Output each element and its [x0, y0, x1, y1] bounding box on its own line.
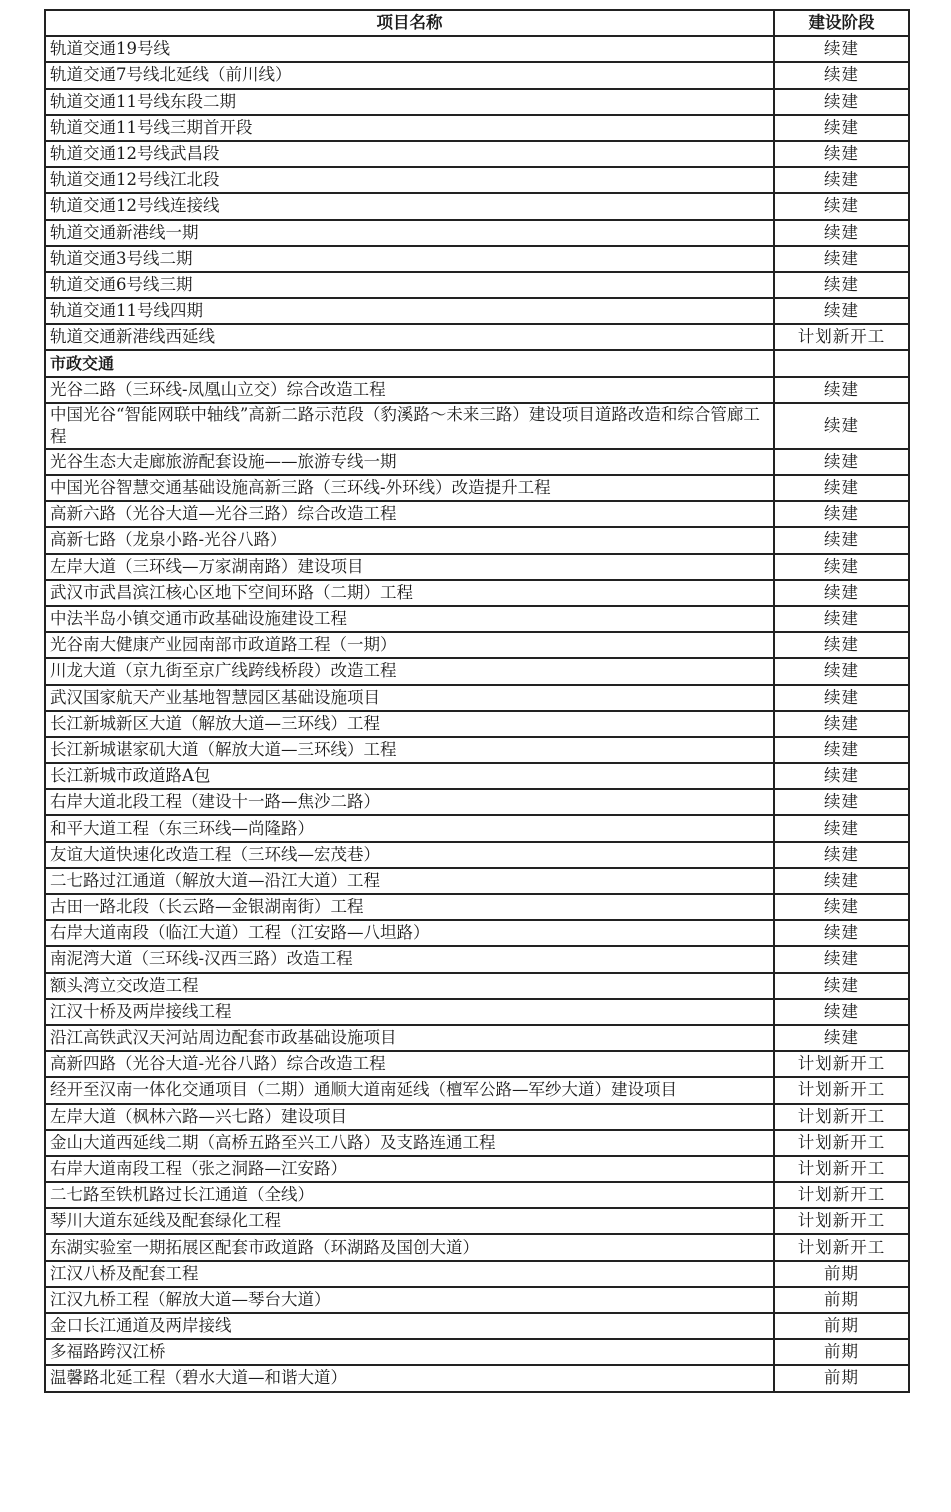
table-row: [45, 1104, 909, 1130]
table-row: [45, 475, 909, 501]
table-row: [45, 1287, 909, 1313]
table-row: [45, 1234, 909, 1260]
project-name-cell: 多福路跨汉江桥: [45, 1339, 774, 1365]
construction-stage-cell: 续建: [774, 1025, 909, 1051]
project-name-cell: 友谊大道快速化改造工程（三环线—宏茂巷）: [45, 842, 774, 868]
table-row: [45, 167, 909, 193]
construction-stage-cell: 续建: [774, 973, 909, 999]
construction-stage-cell: 续建: [774, 167, 909, 193]
table-row: [45, 789, 909, 815]
project-name-cell: 轨道交通19号线: [45, 36, 774, 62]
construction-stage-cell: 续建: [774, 36, 909, 62]
table-row: [45, 658, 909, 684]
project-table-sheet: [44, 9, 908, 1393]
table-row: [45, 1077, 909, 1103]
project-name-cell: 左岸大道（枫林六路—兴七路）建设项目: [45, 1104, 774, 1130]
project-name-cell: 武汉国家航天产业基地智慧园区基础设施项目: [45, 685, 774, 711]
project-name-cell: 二七路至铁机路过长江通道（全线）: [45, 1182, 774, 1208]
table-row: [45, 449, 909, 475]
project-name-cell: 轨道交通12号线武昌段: [45, 141, 774, 167]
construction-stage-cell: 续建: [774, 62, 909, 88]
table-row: [45, 1339, 909, 1365]
construction-stage-cell: 续建: [774, 737, 909, 763]
table-row: [45, 62, 909, 88]
table-row: [45, 403, 909, 449]
table-row: [45, 141, 909, 167]
table-row: [45, 1051, 909, 1077]
construction-stage-cell: 续建: [774, 789, 909, 815]
construction-stage-cell: 前期: [774, 1365, 909, 1391]
table-row: [45, 815, 909, 841]
project-name-cell: 东湖实验室一期拓展区配套市政道路（环湖路及国创大道）: [45, 1234, 774, 1260]
construction-stage-cell: 续建: [774, 377, 909, 403]
project-name-cell: 和平大道工程（东三环线—尚隆路）: [45, 815, 774, 841]
table-row: [45, 946, 909, 972]
table-row: [45, 999, 909, 1025]
construction-stage-cell: 续建: [774, 115, 909, 141]
project-name-cell: 高新四路（光谷大道-光谷八路）综合改造工程: [45, 1051, 774, 1077]
table-row: [45, 894, 909, 920]
construction-stage-cell: 续建: [774, 475, 909, 501]
construction-stage-cell: 续建: [774, 298, 909, 324]
project-name-cell: 武汉市武昌滨江核心区地下空间环路（二期）工程: [45, 580, 774, 606]
table-row: [45, 1261, 909, 1287]
project-name-cell: 右岸大道南段工程（张之洞路—江安路）: [45, 1156, 774, 1182]
project-name-cell: 轨道交通11号线三期首开段: [45, 115, 774, 141]
table-row: [45, 1182, 909, 1208]
construction-stage-cell: 计划新开工: [774, 1104, 909, 1130]
project-name-cell: 轨道交通11号线四期: [45, 298, 774, 324]
project-name-cell: 光谷二路（三环线-凤凰山立交）综合改造工程: [45, 377, 774, 403]
table-row: [45, 115, 909, 141]
project-name-cell: 南泥湾大道（三环线-汉西三路）改造工程: [45, 946, 774, 972]
project-name-cell: 右岸大道北段工程（建设十一路—焦沙二路）: [45, 789, 774, 815]
table-row: [45, 632, 909, 658]
column-header-project-name: 项目名称: [45, 10, 774, 36]
table-body: [45, 36, 909, 1391]
project-name-cell: 江汉十桥及两岸接线工程: [45, 999, 774, 1025]
project-name-cell: 轨道交通7号线北延线（前川线）: [45, 62, 774, 88]
construction-stage-cell: 计划新开工: [774, 1208, 909, 1234]
construction-stage-cell: 续建: [774, 89, 909, 115]
project-name-cell: 中国光谷智慧交通基础设施高新三路（三环线-外环线）改造提升工程: [45, 475, 774, 501]
project-name-cell: 高新七路（龙泉小路-光谷八路）: [45, 527, 774, 553]
construction-stage-cell: 续建: [774, 842, 909, 868]
construction-stage-cell: 前期: [774, 1313, 909, 1339]
table-row: [45, 193, 909, 219]
table-row: [45, 763, 909, 789]
construction-stage-cell: 续建: [774, 763, 909, 789]
table-row: [45, 272, 909, 298]
construction-stage-cell: 续建: [774, 711, 909, 737]
construction-stage-cell: 计划新开工: [774, 1182, 909, 1208]
table-row: [45, 973, 909, 999]
construction-stage-cell: 前期: [774, 1261, 909, 1287]
project-name-cell: 轨道交通11号线东段二期: [45, 89, 774, 115]
table-row: [45, 89, 909, 115]
table-row: [45, 527, 909, 553]
construction-stage-cell: 续建: [774, 272, 909, 298]
construction-stage-cell: 续建: [774, 554, 909, 580]
construction-stage-cell: 续建: [774, 815, 909, 841]
project-name-cell: 金山大道西延线二期（高桥五路至兴工八路）及支路连通工程: [45, 1130, 774, 1156]
table-row: [45, 220, 909, 246]
column-header-construction-stage: 建设阶段: [774, 10, 909, 36]
project-name-cell: 轨道交通新港线一期: [45, 220, 774, 246]
table-row: [45, 606, 909, 632]
project-name-cell: 长江新城谌家矶大道（解放大道—三环线）工程: [45, 737, 774, 763]
construction-stage-cell: 前期: [774, 1287, 909, 1313]
project-name-cell: 二七路过江通道（解放大道—沿江大道）工程: [45, 868, 774, 894]
project-name-cell: 轨道交通12号线江北段: [45, 167, 774, 193]
construction-stage-cell: 续建: [774, 449, 909, 475]
construction-stage-cell: 续建: [774, 658, 909, 684]
project-name-cell: 长江新城市政道路A包: [45, 763, 774, 789]
table-row: [45, 324, 909, 350]
construction-stage-cell: 续建: [774, 246, 909, 272]
section-header-row: [45, 350, 909, 376]
construction-stage-cell: 续建: [774, 894, 909, 920]
construction-stage-cell: 计划新开工: [774, 324, 909, 350]
construction-stage-cell: 续建: [774, 999, 909, 1025]
project-name-cell: 经开至汉南一体化交通项目（二期）通顺大道南延线（檀军公路—军纱大道）建设项目: [45, 1077, 774, 1103]
table-row: [45, 580, 909, 606]
construction-stage-cell: 续建: [774, 501, 909, 527]
table-row: [45, 1313, 909, 1339]
section-title-cell: 市政交通: [45, 350, 774, 376]
table-row: [45, 36, 909, 62]
project-name-cell: 光谷生态大走廊旅游配套设施——旅游专线一期: [45, 449, 774, 475]
project-name-cell: 琴川大道东延线及配套绿化工程: [45, 1208, 774, 1234]
project-name-cell: 江汉八桥及配套工程: [45, 1261, 774, 1287]
table-row: [45, 685, 909, 711]
project-name-cell: 中法半岛小镇交通市政基础设施建设工程: [45, 606, 774, 632]
project-name-cell: 温馨路北延工程（碧水大道—和谐大道）: [45, 1365, 774, 1391]
table-row: [45, 711, 909, 737]
project-name-cell: 右岸大道南段（临江大道）工程（江安路—八坦路）: [45, 920, 774, 946]
table-header-row: [45, 10, 909, 36]
construction-stage-cell: 续建: [774, 527, 909, 553]
table-row: [45, 298, 909, 324]
table-row: [45, 246, 909, 272]
project-name-cell: 光谷南大健康产业园南部市政道路工程（一期）: [45, 632, 774, 658]
construction-stage-cell: 续建: [774, 946, 909, 972]
table-row: [45, 1130, 909, 1156]
project-name-cell: 高新六路（光谷大道—光谷三路）综合改造工程: [45, 501, 774, 527]
table-row: [45, 377, 909, 403]
project-name-cell: 左岸大道（三环线—万家湖南路）建设项目: [45, 554, 774, 580]
construction-stage-cell: 计划新开工: [774, 1130, 909, 1156]
construction-stage-cell: 计划新开工: [774, 1077, 909, 1103]
table-row: [45, 1025, 909, 1051]
table-row: [45, 1365, 909, 1391]
construction-stage-cell: 计划新开工: [774, 1156, 909, 1182]
project-name-cell: 沿江高铁武汉天河站周边配套市政基础设施项目: [45, 1025, 774, 1051]
table-row: [45, 1208, 909, 1234]
project-name-cell: 古田一路北段（长云路—金银湖南街）工程: [45, 894, 774, 920]
construction-stage-cell: 续建: [774, 632, 909, 658]
table-row: [45, 554, 909, 580]
construction-stage-cell: 计划新开工: [774, 1234, 909, 1260]
project-name-cell: 轨道交通12号线连接线: [45, 193, 774, 219]
table-row: [45, 737, 909, 763]
project-name-cell: 轨道交通3号线二期: [45, 246, 774, 272]
table-row: [45, 920, 909, 946]
table-row: [45, 1156, 909, 1182]
construction-stage-cell: 计划新开工: [774, 1051, 909, 1077]
construction-stage-cell: 续建: [774, 685, 909, 711]
project-name-cell: 川龙大道（京九街至京广线跨线桥段）改造工程: [45, 658, 774, 684]
project-name-cell: 轨道交通6号线三期: [45, 272, 774, 298]
construction-stage-cell: 续建: [774, 193, 909, 219]
project-name-cell: 轨道交通新港线西延线: [45, 324, 774, 350]
project-name-cell: 金口长江通道及两岸接线: [45, 1313, 774, 1339]
table-row: [45, 868, 909, 894]
construction-stage-cell: 前期: [774, 1339, 909, 1365]
construction-stage-cell: [774, 350, 909, 376]
project-stage-table: [44, 9, 910, 1393]
project-name-cell: 长江新城新区大道（解放大道—三环线）工程: [45, 711, 774, 737]
construction-stage-cell: 续建: [774, 580, 909, 606]
project-name-cell: 江汉九桥工程（解放大道—琴台大道）: [45, 1287, 774, 1313]
table-row: [45, 842, 909, 868]
construction-stage-cell: 续建: [774, 220, 909, 246]
construction-stage-cell: 续建: [774, 606, 909, 632]
project-name-cell: 中国光谷“智能网联中轴线”高新二路示范段（豹溪路～未来三路）建设项目道路改造和综合管廊工程: [45, 403, 774, 449]
table-row: [45, 501, 909, 527]
construction-stage-cell: 续建: [774, 868, 909, 894]
construction-stage-cell: 续建: [774, 141, 909, 167]
construction-stage-cell: 续建: [774, 403, 909, 449]
construction-stage-cell: 续建: [774, 920, 909, 946]
project-name-cell: 额头湾立交改造工程: [45, 973, 774, 999]
